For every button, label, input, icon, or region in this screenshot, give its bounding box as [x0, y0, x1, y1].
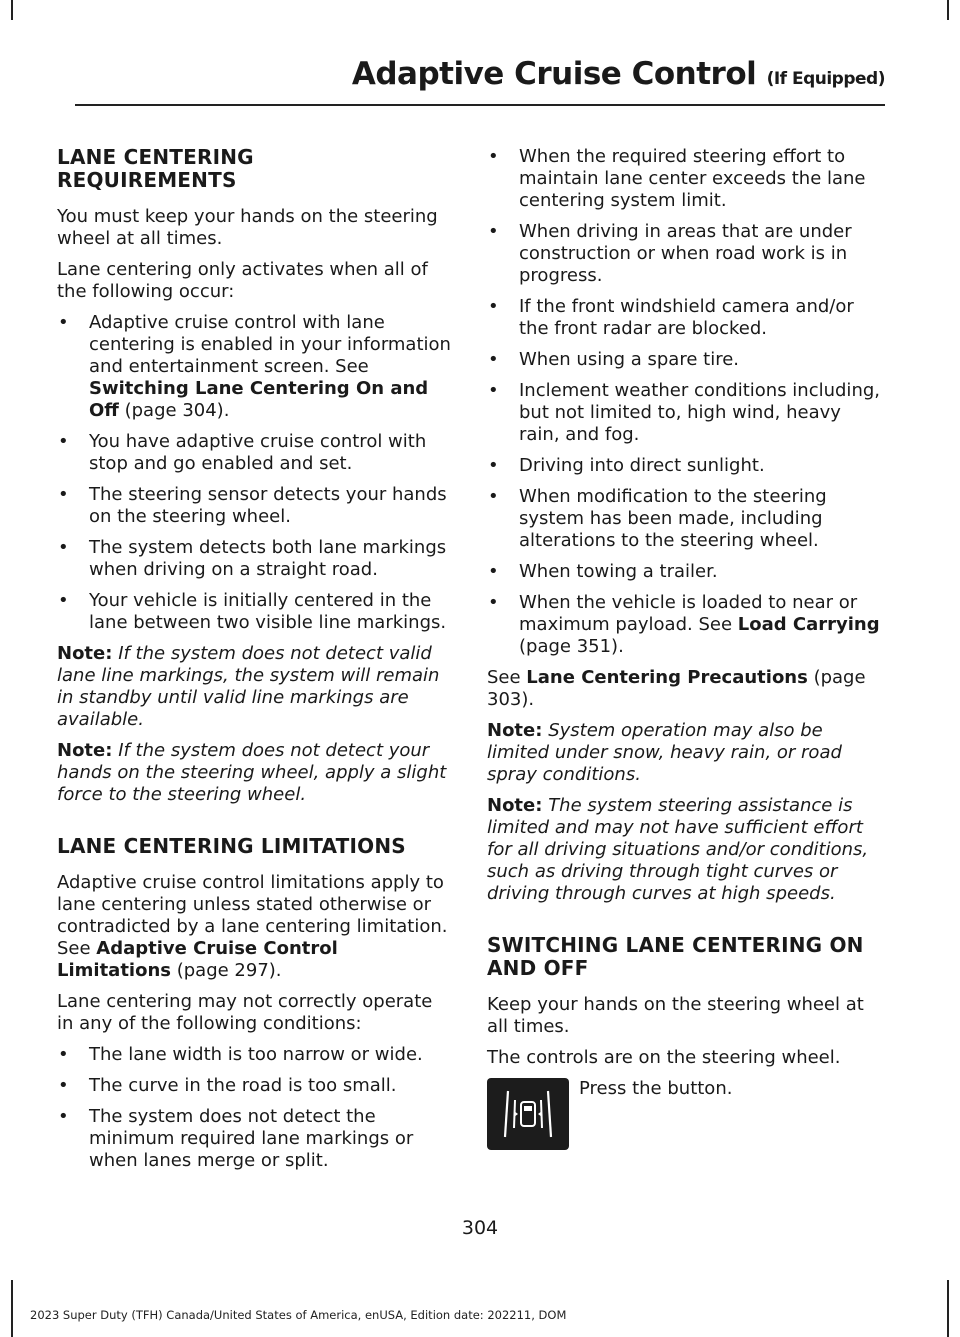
section-heading-switching [487, 934, 882, 980]
list-item: • When towing a trailer. [487, 561, 882, 583]
list-item: • The lane width is too narrow or wide. [57, 1044, 452, 1066]
lane-centering-icon [487, 1078, 569, 1150]
page-title-text: Adaptive Cruise Control [351, 56, 757, 92]
crop-mark-bottom-right [947, 1280, 949, 1337]
limitations-list [57, 1044, 452, 1172]
paragraph: Lane centering may not correctly operate in any of the following conditions: [57, 991, 433, 1034]
note [57, 740, 452, 806]
heading-line: SWITCHING LANE CENTERING ON [487, 933, 864, 957]
page-reference: (page 304). [118, 400, 230, 421]
list-item: • The steering sensor detects your hands on the steering wheel. [57, 484, 452, 528]
cross-reference-link[interactable]: Load Carrying [737, 614, 880, 635]
page-reference: (page 351). [519, 636, 624, 657]
paragraph: The controls are on the steering wheel. [487, 1047, 841, 1068]
cross-reference-link[interactable]: Lane Centering Precautions [526, 667, 808, 688]
note-label: Note: [57, 740, 113, 761]
section-heading-limitations: LANE CENTERING LIMITATIONS [57, 834, 406, 858]
list-item-text: Adaptive cruise control with lane centering is enabled in your information and entertainment screen. See [89, 312, 451, 377]
list-item [487, 592, 882, 658]
paragraph-text: See [487, 667, 527, 688]
note-label: Note: [57, 643, 113, 664]
list-item: • The curve in the road is too small. [57, 1075, 452, 1097]
list-item: • You have adaptive cruise control with stop and go enabled and set. [57, 431, 452, 475]
heading-line: REQUIREMENTS [57, 168, 237, 192]
paragraph [57, 872, 452, 982]
section-heading-requirements [57, 146, 452, 192]
list-item: • The system detects both lane markings when driving on a straight road. [57, 537, 452, 581]
note-text: The system steering assistance is limited and may not have sufficient effort for all driving situations and/or conditions, such as driving through tight curves or driving through curves at high speeds. [487, 795, 869, 904]
right-column [487, 146, 882, 1150]
requirements-list [57, 312, 452, 634]
list-item: • Driving into direct sunlight. [487, 455, 882, 477]
page-title-qualifier: (If Equipped) [766, 69, 885, 89]
list-item: • The system does not detect the minimum required lane markings or when lanes merge or split. [57, 1106, 452, 1172]
list-item: • When the required steering effort to maintain lane center exceeds the lane centering system limit. [487, 146, 882, 212]
limitations-list-continued [487, 146, 882, 658]
note-label: Note: [487, 720, 543, 741]
cross-reference-link[interactable]: Switching Lane Centering On and Off [89, 378, 429, 421]
list-item: • When modification to the steering system has been made, including alterations to the steering wheel. [487, 486, 882, 552]
list-item: • If the front windshield camera and/or the front radar are blocked. [487, 296, 882, 340]
note-label: Note: [487, 795, 543, 816]
note-text: System operation may also be limited under snow, heavy rain, or road spray conditions. [487, 720, 842, 785]
page-number: 304 [461, 1217, 499, 1239]
list-item-text: When the vehicle is loaded to near or maximum payload. See [519, 592, 858, 635]
page-reference: (page 303). [487, 667, 866, 710]
note [487, 795, 882, 905]
button-instruction-text: Press the button. [579, 1078, 733, 1099]
footer-edition: 2023 Super Duty (TFH) Canada/United States of America, enUSA, Edition date: 202211, DOM [30, 1308, 567, 1322]
list-item: • Your vehicle is initially centered in the lane between two visible line markings. [57, 590, 452, 634]
list-item: • Inclement weather conditions including, but not limited to, high wind, heavy rain, and fog. [487, 380, 882, 446]
crop-mark-top-right [947, 0, 949, 20]
note-text: If the system does not detect your hands on the steering wheel, apply a slight force to the steering wheel. [57, 740, 447, 805]
page-title [352, 56, 885, 92]
cross-reference-link[interactable]: Adaptive Cruise Control Limitations [57, 938, 338, 981]
crop-mark-top-left [11, 0, 13, 20]
list-item: • When using a spare tire. [487, 349, 882, 371]
paragraph [487, 667, 882, 711]
paragraph: Keep your hands on the steering wheel at all times. [487, 994, 864, 1037]
button-instruction-row [487, 1078, 882, 1150]
paragraph: You must keep your hands on the steering wheel at all times. [57, 206, 438, 249]
header-divider [75, 104, 885, 106]
heading-line: LANE CENTERING [57, 145, 254, 169]
paragraph-text: Adaptive cruise control limitations apply to lane centering unless stated otherwise or contradicted by a lane centering limitation. See [57, 872, 448, 959]
note-text: If the system does not detect valid lane line markings, the system will remain in standby until valid line markings are available. [57, 643, 440, 730]
crop-mark-bottom-left [11, 1280, 13, 1337]
paragraph: Lane centering only activates when all of the following occur: [57, 259, 428, 302]
note [487, 720, 882, 786]
list-item: • When driving in areas that are under construction or when road work is in progress. [487, 221, 882, 287]
note [57, 643, 452, 731]
list-item [57, 312, 452, 422]
page-reference: (page 297). [171, 960, 282, 981]
left-column [57, 146, 452, 1181]
heading-line: AND OFF [487, 956, 589, 980]
